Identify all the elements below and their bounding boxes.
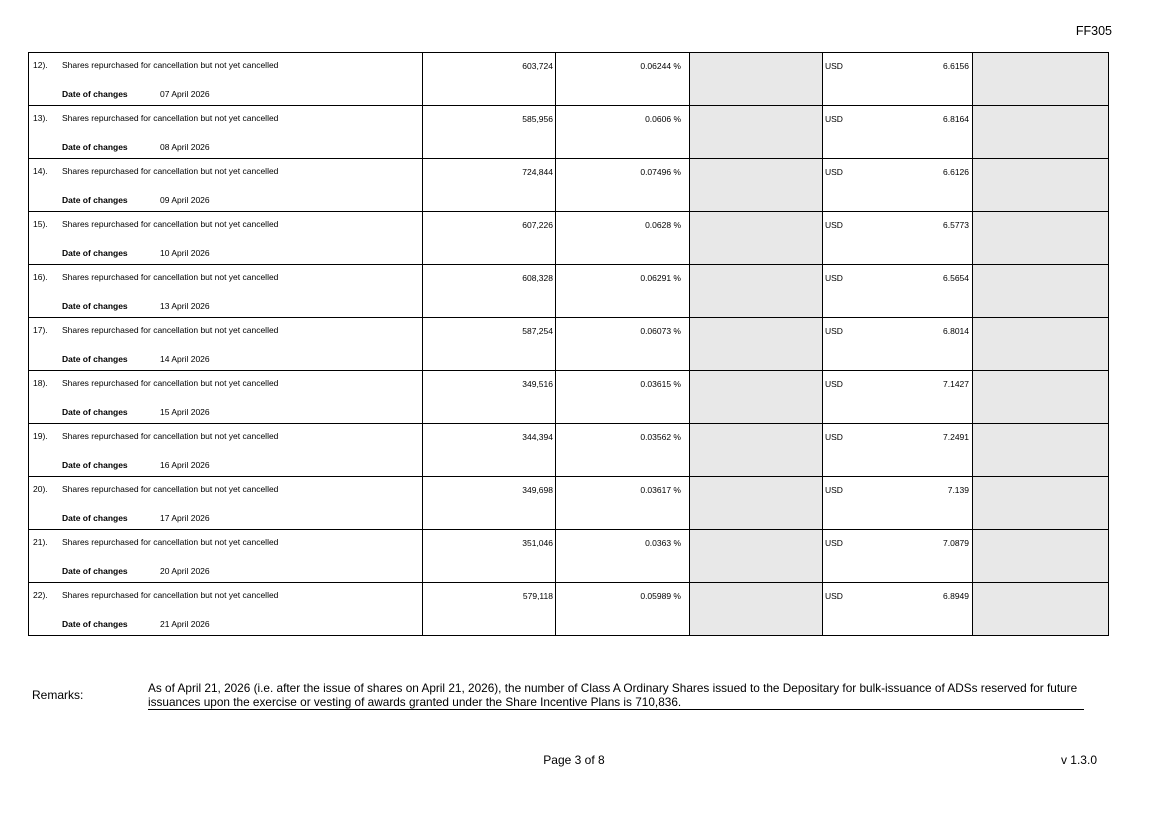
date-of-changes-label: Date of changes (62, 89, 128, 99)
shaded-cell (973, 424, 1109, 477)
price-value: 6.6126 (943, 167, 969, 177)
date-of-changes-value: 20 April 2026 (160, 566, 210, 576)
shares-value: 608,328 (522, 273, 553, 283)
currency-value: USD (825, 379, 843, 389)
percent-cell (556, 159, 690, 212)
price-value: 6.6156 (943, 61, 969, 71)
shares-value: 724,844 (522, 167, 553, 177)
shaded-cell (690, 106, 823, 159)
shares-cell (423, 212, 556, 265)
date-of-changes-label: Date of changes (62, 354, 128, 364)
price-cell (823, 212, 973, 265)
description-cell (29, 424, 423, 477)
currency-value: USD (825, 273, 843, 283)
row-description: Shares repurchased for cancellation but not yet cancelled (62, 219, 279, 229)
description-cell (29, 583, 423, 636)
price-cell (823, 318, 973, 371)
shares-value: 344,394 (522, 432, 553, 442)
shaded-cell (973, 530, 1109, 583)
description-cell (29, 371, 423, 424)
price-cell (823, 265, 973, 318)
shares-cell (423, 159, 556, 212)
date-of-changes-value: 09 April 2026 (160, 195, 210, 205)
row-number: 22). (33, 590, 48, 600)
shares-cell (423, 265, 556, 318)
date-of-changes-value: 15 April 2026 (160, 407, 210, 417)
row-number: 13). (33, 113, 48, 123)
shares-value: 351,046 (522, 538, 553, 548)
row-number: 15). (33, 219, 48, 229)
description-cell (29, 106, 423, 159)
date-of-changes-label: Date of changes (62, 513, 128, 523)
price-value: 6.8164 (943, 114, 969, 124)
percent-cell (556, 106, 690, 159)
percent-value: 0.07496 % (640, 167, 681, 177)
page-number: Page 3 of 8 (543, 753, 605, 767)
price-cell (823, 371, 973, 424)
date-of-changes-label: Date of changes (62, 619, 128, 629)
row-description: Shares repurchased for cancellation but not yet cancelled (62, 378, 279, 388)
percent-cell (556, 212, 690, 265)
currency-value: USD (825, 326, 843, 336)
percent-value: 0.06244 % (640, 61, 681, 71)
row-number: 12). (33, 60, 48, 70)
price-value: 7.1427 (943, 379, 969, 389)
row-description: Shares repurchased for cancellation but not yet cancelled (62, 484, 279, 494)
percent-value: 0.0606 % (645, 114, 681, 124)
price-value: 6.8014 (943, 326, 969, 336)
row-description: Shares repurchased for cancellation but not yet cancelled (62, 537, 279, 547)
shares-value: 349,516 (522, 379, 553, 389)
shaded-cell (690, 583, 823, 636)
date-of-changes-value: 07 April 2026 (160, 89, 210, 99)
shares-value: 349,698 (522, 485, 553, 495)
row-number: 16). (33, 272, 48, 282)
price-cell (823, 159, 973, 212)
table-row (29, 159, 1109, 212)
percent-value: 0.03562 % (640, 432, 681, 442)
row-description: Shares repurchased for cancellation but not yet cancelled (62, 166, 279, 176)
remarks-text: As of April 21, 2026 (i.e. after the issue of shares on April 21, 2026), the number of Class A Ordinary Shares issued to the Depositary for bulk-issuance of ADSs reserved for future issuances upon the exercise or vesting of awards granted under the Share Incentive Plans is 710,836. (148, 681, 1084, 710)
shaded-cell (973, 212, 1109, 265)
date-of-changes-value: 10 April 2026 (160, 248, 210, 258)
shares-value: 603,724 (522, 61, 553, 71)
date-of-changes-label: Date of changes (62, 195, 128, 205)
currency-value: USD (825, 538, 843, 548)
shaded-cell (973, 53, 1109, 106)
shaded-cell (690, 424, 823, 477)
date-of-changes-label: Date of changes (62, 142, 128, 152)
shares-value: 579,118 (522, 591, 553, 601)
row-description: Shares repurchased for cancellation but not yet cancelled (62, 113, 279, 123)
shaded-cell (973, 106, 1109, 159)
share-changes-table (28, 52, 1109, 636)
shaded-cell (973, 371, 1109, 424)
price-cell (823, 53, 973, 106)
percent-cell (556, 477, 690, 530)
description-cell (29, 159, 423, 212)
percent-value: 0.06073 % (640, 326, 681, 336)
currency-value: USD (825, 167, 843, 177)
percent-cell (556, 318, 690, 371)
shares-cell (423, 106, 556, 159)
description-cell (29, 53, 423, 106)
percent-value: 0.03615 % (640, 379, 681, 389)
table-row (29, 318, 1109, 371)
date-of-changes-value: 16 April 2026 (160, 460, 210, 470)
date-of-changes-value: 08 April 2026 (160, 142, 210, 152)
shares-value: 585,956 (522, 114, 553, 124)
description-cell (29, 212, 423, 265)
description-cell (29, 530, 423, 583)
price-value: 7.139 (947, 485, 969, 495)
table-row (29, 530, 1109, 583)
row-number: 17). (33, 325, 48, 335)
price-value: 7.2491 (943, 432, 969, 442)
price-cell (823, 477, 973, 530)
table-row (29, 371, 1109, 424)
shares-value: 607,226 (522, 220, 553, 230)
remarks-label: Remarks: (32, 688, 84, 702)
currency-value: USD (825, 485, 843, 495)
row-number: 20). (33, 484, 48, 494)
percent-value: 0.06291 % (640, 273, 681, 283)
shares-value: 587,254 (522, 326, 553, 336)
price-cell (823, 530, 973, 583)
percent-cell (556, 265, 690, 318)
price-value: 6.5654 (943, 273, 969, 283)
currency-value: USD (825, 61, 843, 71)
table-row (29, 53, 1109, 106)
date-of-changes-value: 14 April 2026 (160, 354, 210, 364)
row-description: Shares repurchased for cancellation but not yet cancelled (62, 590, 279, 600)
shaded-cell (690, 53, 823, 106)
shares-cell (423, 530, 556, 583)
percent-value: 0.05989 % (640, 591, 681, 601)
percent-value: 0.0363 % (645, 538, 681, 548)
shaded-cell (690, 318, 823, 371)
shaded-cell (690, 265, 823, 318)
table-row (29, 265, 1109, 318)
table-row (29, 106, 1109, 159)
date-of-changes-label: Date of changes (62, 248, 128, 258)
table-row (29, 424, 1109, 477)
version-label: v 1.3.0 (1060, 753, 1097, 767)
price-cell (823, 583, 973, 636)
shaded-cell (973, 265, 1109, 318)
row-number: 14). (33, 166, 48, 176)
shaded-cell (690, 371, 823, 424)
currency-value: USD (825, 220, 843, 230)
percent-cell (556, 53, 690, 106)
row-number: 19). (33, 431, 48, 441)
shaded-cell (973, 583, 1109, 636)
price-value: 6.5773 (943, 220, 969, 230)
table-row (29, 212, 1109, 265)
price-cell (823, 424, 973, 477)
shaded-cell (973, 477, 1109, 530)
shares-cell (423, 371, 556, 424)
shaded-cell (690, 477, 823, 530)
table-row (29, 583, 1109, 636)
shares-cell (423, 583, 556, 636)
shares-cell (423, 477, 556, 530)
shaded-cell (973, 318, 1109, 371)
date-of-changes-label: Date of changes (62, 407, 128, 417)
date-of-changes-label: Date of changes (62, 301, 128, 311)
form-code: FF305 (1075, 24, 1112, 38)
shaded-cell (973, 159, 1109, 212)
date-of-changes-label: Date of changes (62, 460, 128, 470)
shaded-cell (690, 159, 823, 212)
shares-cell (423, 53, 556, 106)
row-number: 21). (33, 537, 48, 547)
percent-value: 0.0628 % (645, 220, 681, 230)
shaded-cell (690, 530, 823, 583)
date-of-changes-label: Date of changes (62, 566, 128, 576)
description-cell (29, 318, 423, 371)
price-value: 6.8949 (943, 591, 969, 601)
shaded-cell (690, 212, 823, 265)
percent-cell (556, 530, 690, 583)
date-of-changes-value: 13 April 2026 (160, 301, 210, 311)
row-number: 18). (33, 378, 48, 388)
currency-value: USD (825, 114, 843, 124)
table-row (29, 477, 1109, 530)
row-description: Shares repurchased for cancellation but not yet cancelled (62, 325, 279, 335)
shares-cell (423, 318, 556, 371)
description-cell (29, 477, 423, 530)
percent-cell (556, 583, 690, 636)
currency-value: USD (825, 591, 843, 601)
price-value: 7.0879 (943, 538, 969, 548)
description-cell (29, 265, 423, 318)
date-of-changes-value: 21 April 2026 (160, 619, 210, 629)
row-description: Shares repurchased for cancellation but not yet cancelled (62, 60, 279, 70)
currency-value: USD (825, 432, 843, 442)
row-description: Shares repurchased for cancellation but not yet cancelled (62, 431, 279, 441)
percent-value: 0.03617 % (640, 485, 681, 495)
percent-cell (556, 371, 690, 424)
price-cell (823, 106, 973, 159)
percent-cell (556, 424, 690, 477)
date-of-changes-value: 17 April 2026 (160, 513, 210, 523)
shares-cell (423, 424, 556, 477)
row-description: Shares repurchased for cancellation but not yet cancelled (62, 272, 279, 282)
